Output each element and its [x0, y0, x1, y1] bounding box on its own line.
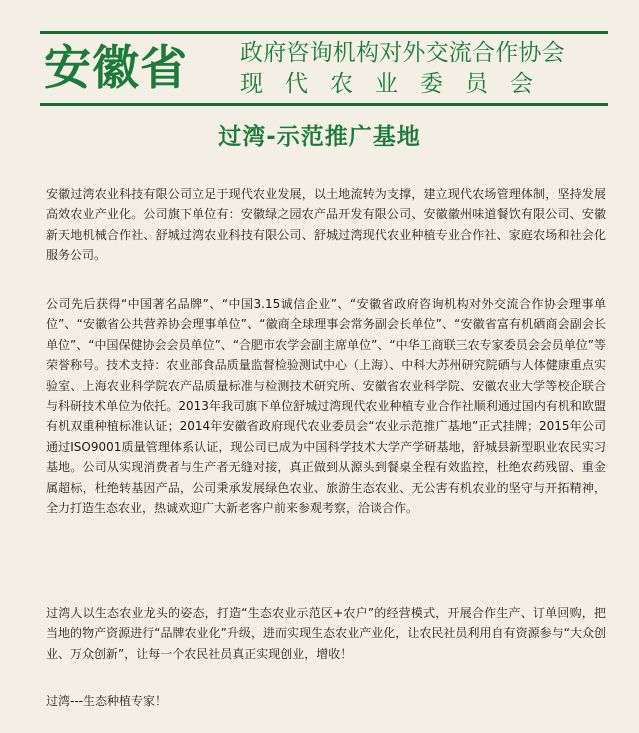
brand-title: 安徽省	[44, 41, 188, 96]
honors-paragraph: 公司先后获得“中国著名品牌”、“中国3.15诚信企业”、“安徽省政府咨询机构对外交流合作协会理事单位”、“安徽省公共营养协会理事单位”、“徽商全球理事会常务副会长单位”、“安徽省富有机硒商会副会长单位”、“中国保健协会会员单位”、“合肥市农学会副主席单位”、“中华工商联三农专家委员会会员单位”等荣誉称号。技术支持：农业部食品质量监督检验测试中心（上海）、中科大苏州研究院硒与人体健康重点实验室、上海农业科学院农产品质量标准与检测技术研究所、安徽省农业科学院、安徽农业大学等校企联合与科研技术单位为依托。2013年我司旗下单位舒城过湾现代农业种植专业合作社顺利通过国内有机和欧盟有机双重种植标准认证；2014年安徽省政府现代农业委员会“农业示范推广基地”正式挂牌；2015年公司通过ISO9001质量管理体系认证，现公司已成为中国科学技术大学产学研基地，舒城县新型职业农民实习基地。公司从实现消费者与生产者无缝对接，真正做到从源头到餐桌全程有效监控，杜绝农药残留、重金属超标，杜绝转基因产品，公司秉承发展绿色农业、旅游生态农业、无公害有机农业的坚守与开拓精神，全力打造生态农业，热诚欢迎广大新老客户前来参观考察，洽谈合作。	[46, 297, 606, 516]
slogan-paragraph: 过湾---生态种植专家！	[46, 694, 167, 708]
header-top-rule	[40, 31, 608, 34]
organization-name-line1: 政府咨询机构对外交流合作协会	[240, 40, 565, 66]
mission-paragraph: 过湾人以生态农业龙头的姿态，打造“生态农业示范区+农户”的经营模式，开展合作生产、订单回购，把当地的物产资源进行“品牌农业化”升级，进而实现生态农业产业化，让农民社员利用自有资源参与“大众创业、万众创新”，让每一个农民社员真正实现创业，增收！	[46, 606, 606, 661]
header-bottom-rule	[40, 103, 608, 106]
intro-paragraph: 安徽过湾农业科技有限公司立足于现代农业发展，以土地流转为支撑，建立现代农场管理体制，坚持发展高效农业产业化。公司旗下单位有：安徽绿之园农产品开发有限公司、安徽徽州味道餐饮有限公司、安徽新天地机械合作社、舒城过湾农业科技有限公司、舒城过湾现代农业种植专业合作社、家庭农场和社会化服务公司。	[46, 187, 606, 263]
organization-name-line2: 现代农业委员会	[240, 71, 555, 97]
page-title: 过湾-示范推广基地	[218, 124, 421, 150]
